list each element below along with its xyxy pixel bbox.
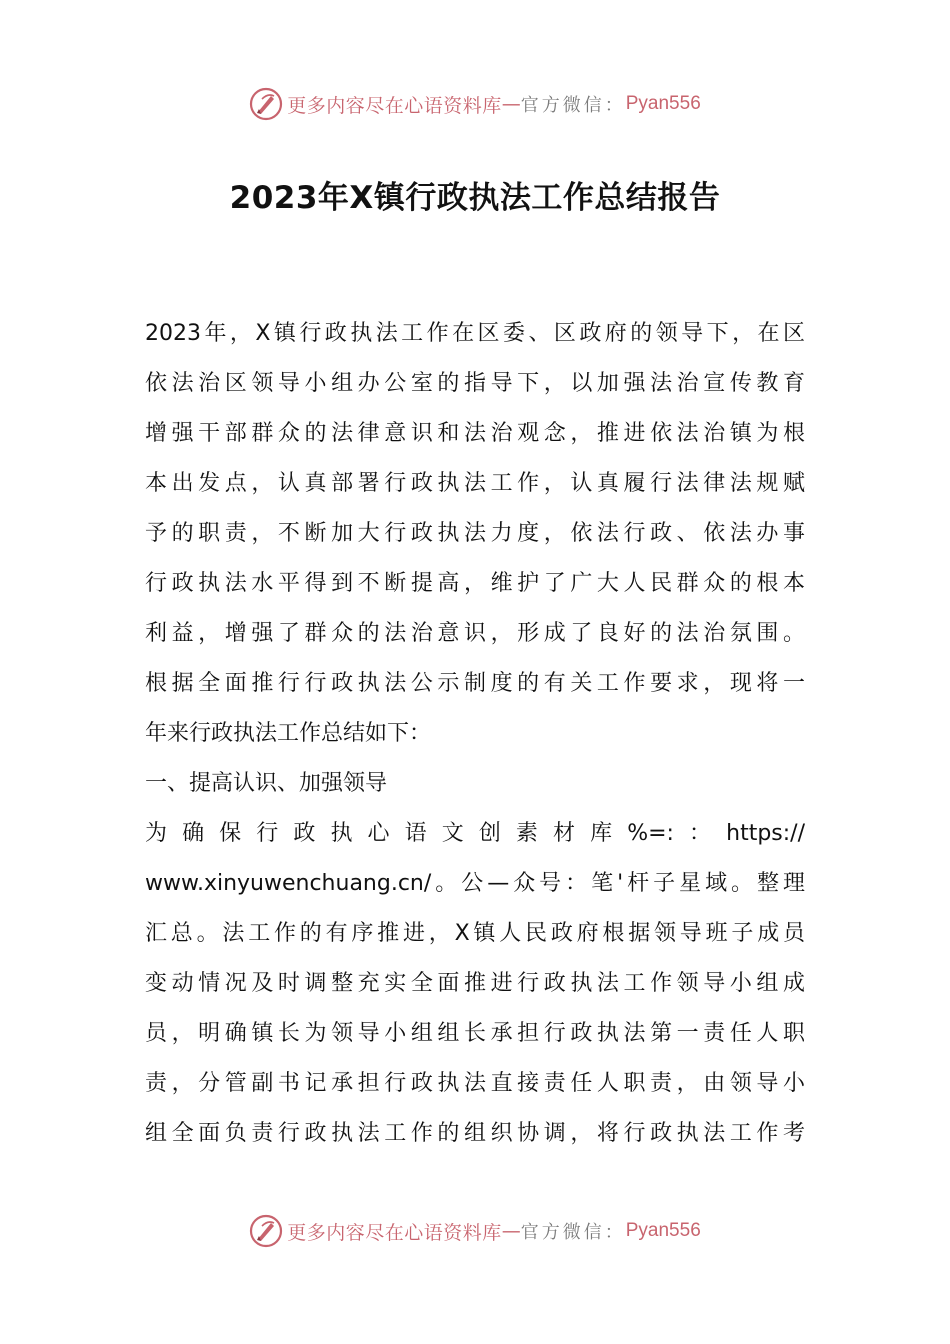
body-line: 予的职责，不断加大行政执法力度，依法行政、依法办事 [145, 521, 805, 546]
watermark-wechat-id: Pyan556 [625, 1220, 701, 1241]
body-line: 年来行政执法工作总结如下： [145, 721, 432, 746]
watermark-official-label: 官方微信： [520, 95, 626, 116]
body-line: 依法治区领导小组办公室的指导下，以加强法治宣传教育 [145, 371, 805, 396]
header-watermark-banner [0, 84, 950, 124]
document-title: 2023年X镇行政执法工作总结报告 [229, 180, 721, 216]
body-line: 行政执法水平得到不断提高，维护了广大人民群众的根本 [145, 571, 805, 596]
pen-logo-icon [249, 1214, 283, 1248]
body-line: 根据全面推行行政执法公示制度的有关工作要求，现将一 [145, 671, 805, 696]
watermark-text: 更多内容尽在心语资料库 [287, 1221, 502, 1244]
section-heading: 一、提高认识、加强领导 [145, 771, 388, 796]
body-line: 利益，增强了群众的法治意识，形成了良好的法治氛围。 [145, 621, 805, 646]
footer-watermark-banner [0, 1211, 950, 1251]
body-line: 责，分管副书记承担行政执法直接责任人职责，由领导小 [145, 1071, 805, 1096]
body-line: 汇总。法工作的有序推进，X镇人民政府根据领导班子成员 [145, 921, 805, 946]
watermark-dash: — [501, 1220, 521, 1242]
body-line: 2023年，X镇行政执法工作在区委、区政府的领导下，在区 [145, 321, 805, 346]
watermark-official-label: 官方微信： [520, 1222, 626, 1243]
pen-logo-icon [249, 87, 283, 121]
body-line: 员，明确镇长为领导小组组长承担行政执法第一责任人职 [145, 1021, 805, 1046]
watermark-wechat-id: Pyan556 [625, 93, 701, 114]
watermark-text: 更多内容尽在心语资料库 [287, 94, 502, 117]
body-line: 本出发点，认真部署行政执法工作，认真履行法律法规赋 [145, 471, 805, 496]
body-line: 增强干部群众的法律意识和法治观念，推进依法治镇为根 [145, 421, 805, 446]
body-line: 变动情况及时调整充实全面推进行政执法工作领导小组成 [145, 971, 805, 996]
watermark-dash: — [501, 93, 521, 115]
body-line: www.xinyuwenchuang.cn/。公—众号：笔'杆子星域。整理 [145, 871, 805, 896]
body-line: 为确保行政执心语文创素材库%=:：https:// [145, 821, 805, 846]
body-line: 组全面负责行政执法工作的组织协调，将行政执法工作考 [145, 1121, 805, 1146]
